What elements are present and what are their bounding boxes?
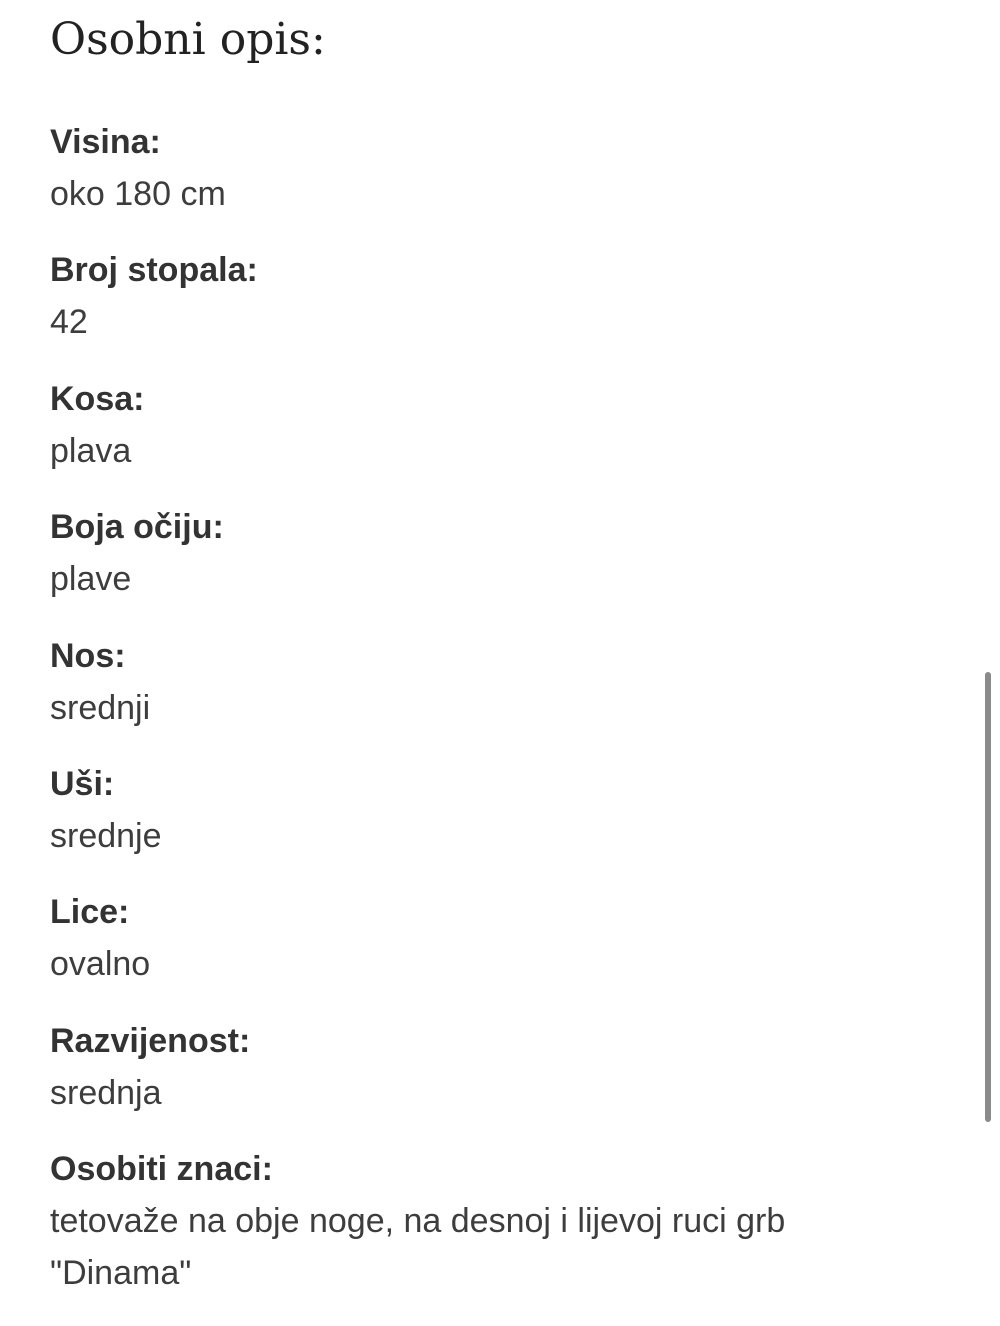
field-label: Boja očiju: (50, 508, 224, 547)
field-label: Broj stopala: (50, 251, 258, 290)
field-value: tetovaže na obje noge, na desnoj i lijevoj ruci grb "Dinama" (50, 1202, 786, 1293)
field-label: Visina: (50, 123, 161, 161)
field-value: srednje (50, 816, 162, 855)
field-label: Razvijenost: (50, 1021, 251, 1060)
description-list (50, 116, 930, 1293)
field-value: oko 180 cm (50, 175, 226, 213)
field-eye-color (50, 501, 930, 629)
field-value: plave (50, 560, 132, 599)
page-title: Osobni opis: (50, 14, 326, 65)
field-label: Nos: (50, 636, 126, 675)
field-value: plava (50, 431, 132, 470)
field-label: Lice: (50, 893, 130, 932)
field-label: Osobiti znaci: (50, 1150, 273, 1189)
field-value: srednja (50, 1073, 162, 1112)
field-value: srednji (50, 688, 151, 727)
field-value: 42 (50, 303, 88, 342)
field-build (50, 1015, 930, 1143)
field-shoe-size (50, 244, 930, 372)
field-face (50, 886, 930, 1014)
field-hair (50, 373, 930, 501)
field-height (50, 116, 930, 244)
field-label: Kosa: (50, 379, 145, 418)
field-distinguishing-marks (50, 1143, 930, 1293)
field-label: Uši: (50, 764, 115, 803)
field-value: ovalno (50, 945, 151, 984)
scrollbar[interactable] (985, 672, 991, 1122)
field-nose (50, 630, 930, 758)
field-ears (50, 758, 930, 886)
